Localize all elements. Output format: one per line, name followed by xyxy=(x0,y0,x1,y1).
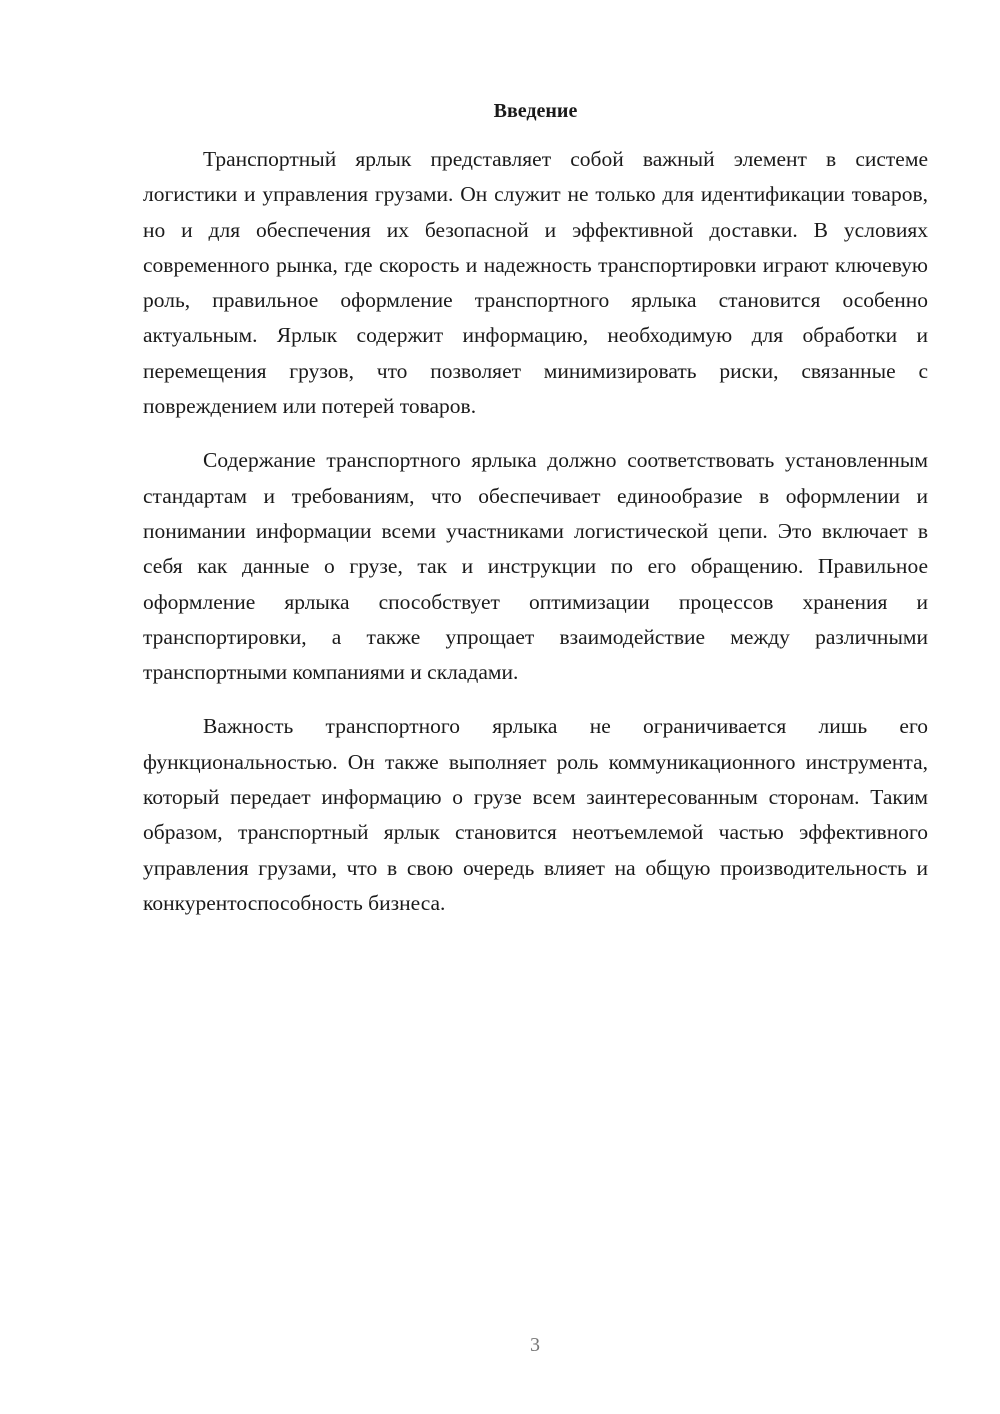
paragraph-3: Важность транспортного ярлыка не ограничивается лишь его функциональностью. Он также выполняет роль коммуникационного инструмента, который передает информацию о грузе всем заинтересованным сторонам. Таким образом, транспортный ярлык становится неотъемлемой частью эффективного управления грузами, что в свою очередь влияет на общую производительность и конкурентоспособность бизнеса. xyxy=(143,714,928,915)
page-number: 3 xyxy=(530,1334,540,1356)
paragraph-2: Содержание транспортного ярлыка должно соответствовать установленным стандартам и требованиям, что обеспечивает единообразие в оформлении и понимании информации всеми участниками логистической цепи. Это включает в себя как данные о грузе, так и инструкции по его обращению. Правильное оформление ярлыка способствует оптимизации процессов хранения и транспортировки, а также упрощает взаимодействие между различными транспортными компаниями и складами. xyxy=(143,448,928,685)
section-heading: Введение xyxy=(493,100,578,122)
body-text xyxy=(143,142,928,940)
paragraph-1: Транспортный ярлык представляет собой важный элемент в системе логистики и управления грузами. Он служит не только для идентификации товаров, но и для обеспечения их безопасной и эффективной доставки. В условиях современного рынка, где скорость и надежность транспортировки играют ключевую роль, правильное оформление транспортного ярлыка становится особенно актуальным. Ярлык содержит информацию, необходимую для обработки и перемещения грузов, что позволяет минимизировать риски, связанные с повреждением или потерей товаров. xyxy=(143,147,928,419)
